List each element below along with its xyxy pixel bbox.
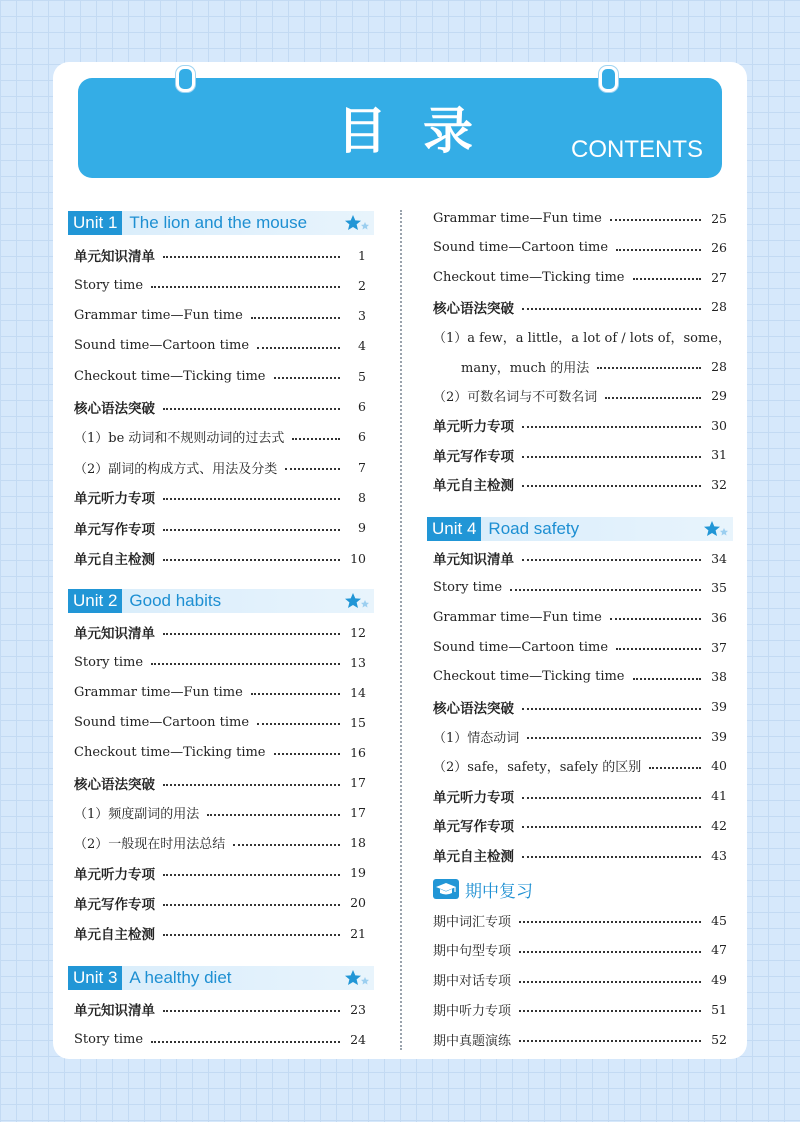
toc-entry-label: 期中词汇专项 <box>433 914 512 930</box>
toc-entry-page: 12 <box>350 624 366 640</box>
leader-dots <box>151 286 340 288</box>
toc-entry-page: 19 <box>350 865 366 881</box>
toc-entry-page: 49 <box>711 972 727 988</box>
unit-3-tag: Unit 3 <box>68 966 122 990</box>
toc-entry[interactable] <box>74 741 366 763</box>
midterm-review-header[interactable] <box>433 877 533 901</box>
leader-dots <box>633 678 701 680</box>
toc-entry-page: 29 <box>711 388 727 404</box>
toc-entry-label: （1）频度副词的用法 <box>74 807 200 823</box>
toc-entry-page: 43 <box>711 847 727 863</box>
binder-ring-right <box>599 66 618 92</box>
leader-dots <box>522 826 701 828</box>
toc-entry-page: 24 <box>350 1032 366 1047</box>
leader-dots <box>163 934 340 936</box>
unit-4-header[interactable] <box>427 517 733 541</box>
leader-dots <box>610 618 701 620</box>
toc-entry[interactable] <box>433 444 727 466</box>
toc-entry[interactable] <box>433 844 727 866</box>
unit-2-title: Good habits <box>129 591 222 610</box>
toc-entry-page: 4 <box>358 338 366 354</box>
leader-dots <box>522 797 701 799</box>
toc-entry-page: 40 <box>711 758 727 774</box>
toc-entry[interactable] <box>433 577 727 599</box>
toc-entry-label: （1）情态动词 <box>433 730 520 746</box>
leader-dots <box>292 438 340 440</box>
leader-dots <box>163 874 340 876</box>
toc-entry[interactable] <box>433 725 727 747</box>
unit-3-title: A healthy diet <box>129 968 232 987</box>
toc-entry-label: （2）safe，safety，safely 的区别 <box>433 760 642 776</box>
unit-2-header[interactable] <box>68 589 374 613</box>
star-icon <box>343 967 371 989</box>
toc-entry-page: 5 <box>358 368 366 384</box>
unit-1-title: The lion and the mouse <box>129 213 308 232</box>
toc-entry-label: 单元听力专项 <box>433 419 514 436</box>
toc-entry[interactable] <box>74 681 366 703</box>
toc-entry[interactable] <box>74 274 366 296</box>
toc-entry-label: 单元写作专项 <box>433 819 514 836</box>
toc-entry-page: 45 <box>711 912 727 928</box>
leader-dots <box>616 648 701 650</box>
toc-entry-page: 39 <box>711 699 727 714</box>
leader-dots <box>519 1010 701 1012</box>
toc-entry-page: 17 <box>350 805 366 821</box>
leader-dots <box>522 856 701 858</box>
leader-dots <box>522 426 701 428</box>
toc-entry-page: 25 <box>711 210 727 226</box>
toc-entry-page: 52 <box>711 1031 727 1047</box>
toc-entry-label: Sound time—Cartoon time <box>74 714 250 730</box>
leader-dots <box>597 367 701 369</box>
toc-entry[interactable] <box>433 237 727 259</box>
toc-entry-page: 38 <box>711 669 727 685</box>
toc-entry-label: 单元听力专项 <box>74 491 155 508</box>
toc-entry-label: many，much 的用法 <box>461 360 590 376</box>
toc-entry[interactable] <box>74 711 366 733</box>
toc-entry[interactable] <box>461 355 727 377</box>
toc-entry[interactable] <box>74 547 366 569</box>
leader-dots <box>522 308 701 310</box>
leader-dots <box>151 663 340 665</box>
toc-entry[interactable] <box>74 517 366 539</box>
binder-ring-left <box>176 66 195 92</box>
toc-entry-label: （2）副词的构成方式、用法及分类 <box>74 461 278 477</box>
toc-entry[interactable] <box>74 1029 366 1051</box>
star-icon <box>343 590 371 612</box>
toc-entry[interactable] <box>74 396 366 418</box>
toc-entry[interactable] <box>433 696 727 718</box>
toc-entry-label: 期中句型专项 <box>433 944 512 960</box>
leader-dots <box>207 814 340 816</box>
toc-entry-label: 核心语法突破 <box>433 700 514 717</box>
toc-entry-label: 期中真题演练 <box>433 1033 512 1049</box>
toc-entry-page: 18 <box>350 835 366 851</box>
toc-entry[interactable] <box>433 969 727 991</box>
leader-dots <box>274 377 340 379</box>
page-title: 目录 <box>337 102 509 160</box>
toc-entry[interactable] <box>74 305 366 327</box>
toc-entry-label: 核心语法突破 <box>74 400 155 417</box>
toc-entry[interactable] <box>433 207 727 229</box>
leader-dots <box>257 347 340 349</box>
toc-entry-page: 31 <box>711 447 727 463</box>
toc-entry-label: （1）be 动词和不规则动词的过去式 <box>74 431 285 447</box>
leader-dots <box>233 844 340 846</box>
page-subtitle: CONTENTS <box>571 136 703 163</box>
toc-entry-page: 6 <box>358 399 366 414</box>
toc-entry-page: 16 <box>350 744 366 760</box>
toc-entry-page: 30 <box>711 417 727 433</box>
toc-entry-label: 单元知识清单 <box>74 249 155 265</box>
toc-entry-label: 期中听力专项 <box>433 1003 512 1019</box>
toc-entry-page: 37 <box>711 639 727 655</box>
leader-dots <box>510 589 701 591</box>
toc-entry-label: Story time <box>74 1032 144 1047</box>
toc-entry[interactable] <box>433 325 731 347</box>
toc-entry[interactable] <box>74 802 366 824</box>
toc-entry[interactable] <box>74 651 366 673</box>
toc-entry-label: 单元写作专项 <box>74 521 155 538</box>
leader-dots <box>522 708 701 710</box>
toc-entry-label: 单元自主检测 <box>74 927 155 943</box>
toc-entry[interactable] <box>74 922 366 944</box>
toc-entry-page: 8 <box>358 489 366 505</box>
toc-entry-page: 20 <box>350 895 366 911</box>
toc-entry-page: 23 <box>350 1001 366 1017</box>
toc-entry[interactable] <box>74 772 366 794</box>
toc-entry[interactable] <box>74 456 366 478</box>
toc-entry-label: 核心语法突破 <box>74 776 155 793</box>
toc-entry[interactable] <box>433 909 727 931</box>
toc-entry-page: 14 <box>350 684 366 700</box>
toc-entry[interactable] <box>74 862 366 884</box>
toc-entry[interactable] <box>74 365 366 387</box>
toc-entry-label: 单元知识清单 <box>433 552 514 568</box>
toc-entry[interactable] <box>433 814 727 836</box>
toc-entry-label: Grammar time—Fun time <box>74 684 243 700</box>
toc-entry-label: 单元自主检测 <box>74 552 155 568</box>
unit-3-header[interactable] <box>68 966 374 990</box>
leader-dots <box>251 317 340 319</box>
toc-entry-label: Sound time—Cartoon time <box>74 338 250 354</box>
toc-entry[interactable] <box>433 473 727 495</box>
toc-entry[interactable] <box>74 998 366 1020</box>
toc-entry-label: Story time <box>74 277 144 293</box>
leader-dots <box>519 921 701 923</box>
leader-dots <box>605 397 701 399</box>
leader-dots <box>633 278 701 280</box>
leader-dots <box>519 1040 701 1042</box>
toc-entry[interactable] <box>433 666 727 688</box>
toc-entry-label: 核心语法突破 <box>433 300 514 317</box>
toc-entry[interactable] <box>74 335 366 357</box>
toc-entry-page: 3 <box>358 308 366 324</box>
toc-entry-label: 单元听力专项 <box>74 866 155 883</box>
unit-1-header[interactable] <box>68 211 374 235</box>
column-divider <box>400 210 402 1050</box>
leader-dots <box>519 981 701 983</box>
unit-2-tag: Unit 2 <box>68 589 122 613</box>
toc-entry-label: 单元知识清单 <box>74 626 155 642</box>
toc-entry[interactable] <box>433 998 727 1020</box>
toc-entry-page: 34 <box>711 550 727 566</box>
toc-entry-page: 2 <box>358 277 366 293</box>
toc-entry-page: 28 <box>711 358 727 374</box>
leader-dots <box>163 784 340 786</box>
leader-dots <box>163 498 340 500</box>
toc-entry-page: 51 <box>711 1001 727 1017</box>
leader-dots <box>163 633 340 635</box>
toc-entry[interactable] <box>74 244 366 266</box>
toc-entry[interactable] <box>433 939 727 961</box>
toc-entry-page: 13 <box>350 654 366 670</box>
leader-dots <box>163 904 340 906</box>
toc-entry-page: 36 <box>711 609 727 625</box>
toc-entry[interactable] <box>433 266 727 288</box>
leader-dots <box>257 723 340 725</box>
toc-entry-page: 39 <box>711 728 727 744</box>
leader-dots <box>522 485 701 487</box>
leader-dots <box>251 693 340 695</box>
toc-entry[interactable] <box>433 1028 727 1050</box>
toc-entry[interactable] <box>433 755 727 777</box>
toc-entry-label: 单元听力专项 <box>433 789 514 806</box>
toc-entry-page: 32 <box>711 476 727 492</box>
toc-entry-page: 28 <box>711 299 727 315</box>
toc-entry-page: 47 <box>711 942 727 958</box>
toc-entry[interactable] <box>433 547 727 569</box>
toc-entry-label: Grammar time—Fun time <box>433 609 602 625</box>
toc-entry-label: 单元自主检测 <box>433 478 514 495</box>
toc-entry-label: Story time <box>74 654 144 670</box>
unit-4-title: Road safety <box>488 519 580 538</box>
toc-entry-page: 10 <box>350 550 366 566</box>
leader-dots <box>163 1010 340 1012</box>
leader-dots <box>151 1041 340 1043</box>
toc-entry[interactable] <box>74 892 366 914</box>
toc-entry[interactable] <box>433 385 727 407</box>
leader-dots <box>274 753 340 755</box>
toc-entry-label: Checkout time—Ticking time <box>74 368 266 384</box>
toc-entry-page: 17 <box>350 775 366 790</box>
leader-dots <box>522 456 701 458</box>
unit-1-tag: Unit 1 <box>68 211 122 235</box>
leader-dots <box>616 249 701 251</box>
toc-entry-label: Sound time—Cartoon time <box>433 639 609 655</box>
toc-entry-page: 41 <box>711 788 727 804</box>
toc-entry-label: Checkout time—Ticking time <box>433 669 625 685</box>
toc-entry[interactable] <box>74 486 366 508</box>
toc-entry-label: 单元写作专项 <box>74 896 155 913</box>
toc-entry-label: Sound time—Cartoon time <box>433 240 609 256</box>
leader-dots <box>649 767 701 769</box>
toc-entry-page: 6 <box>358 429 366 445</box>
leader-dots <box>163 256 340 258</box>
toc-entry-page: 1 <box>358 247 366 263</box>
leader-dots <box>527 737 701 739</box>
leader-dots <box>163 559 340 561</box>
toc-entry[interactable] <box>433 296 727 318</box>
toc-entry[interactable] <box>433 414 727 436</box>
toc-entry-page: 42 <box>711 817 727 833</box>
toc-entry-label: Checkout time—Ticking time <box>74 744 266 760</box>
toc-entry[interactable] <box>433 785 727 807</box>
toc-entry-page: 26 <box>711 240 727 256</box>
toc-entry-page: 7 <box>358 459 366 475</box>
leader-dots <box>163 529 340 531</box>
toc-entry[interactable] <box>433 606 727 628</box>
toc-entry[interactable] <box>433 636 727 658</box>
toc-entry-page: 27 <box>711 269 727 285</box>
leader-dots <box>522 559 701 561</box>
leader-dots <box>519 951 701 953</box>
toc-entry-label: 单元写作专项 <box>433 448 514 465</box>
leader-dots <box>285 468 340 470</box>
toc-entry-label: （2）一般现在时用法总结 <box>74 837 226 853</box>
toc-entry[interactable] <box>74 832 366 854</box>
toc-entry-page: 21 <box>350 925 366 941</box>
toc-entry-page: 9 <box>358 520 366 536</box>
star-icon <box>343 212 371 234</box>
toc-entry-label: （2）可数名词与不可数名词 <box>433 390 598 406</box>
toc-entry-label: Grammar time—Fun time <box>433 210 602 226</box>
unit-4-tag: Unit 4 <box>427 517 481 541</box>
star-icon <box>702 518 730 540</box>
toc-entry-label: （1）a few，a little，a lot of / lots of，some， <box>433 330 731 346</box>
toc-entry-label: Story time <box>433 580 503 596</box>
toc-entry-label: 单元自主检测 <box>433 849 514 865</box>
toc-entry-label: 期中对话专项 <box>433 974 512 990</box>
toc-entry[interactable] <box>74 426 366 448</box>
toc-entry-page: 35 <box>711 580 727 596</box>
toc-entry-page: 15 <box>350 714 366 730</box>
toc-entry-label: 单元知识清单 <box>74 1003 155 1019</box>
toc-entry-label: Grammar time—Fun time <box>74 308 243 324</box>
leader-dots <box>610 219 701 221</box>
midterm-review-title: 期中复习 <box>465 881 533 902</box>
graduation-cap-icon <box>433 879 459 899</box>
toc-entry[interactable] <box>74 621 366 643</box>
toc-entry-label: Checkout time—Ticking time <box>433 269 625 285</box>
leader-dots <box>163 408 340 410</box>
